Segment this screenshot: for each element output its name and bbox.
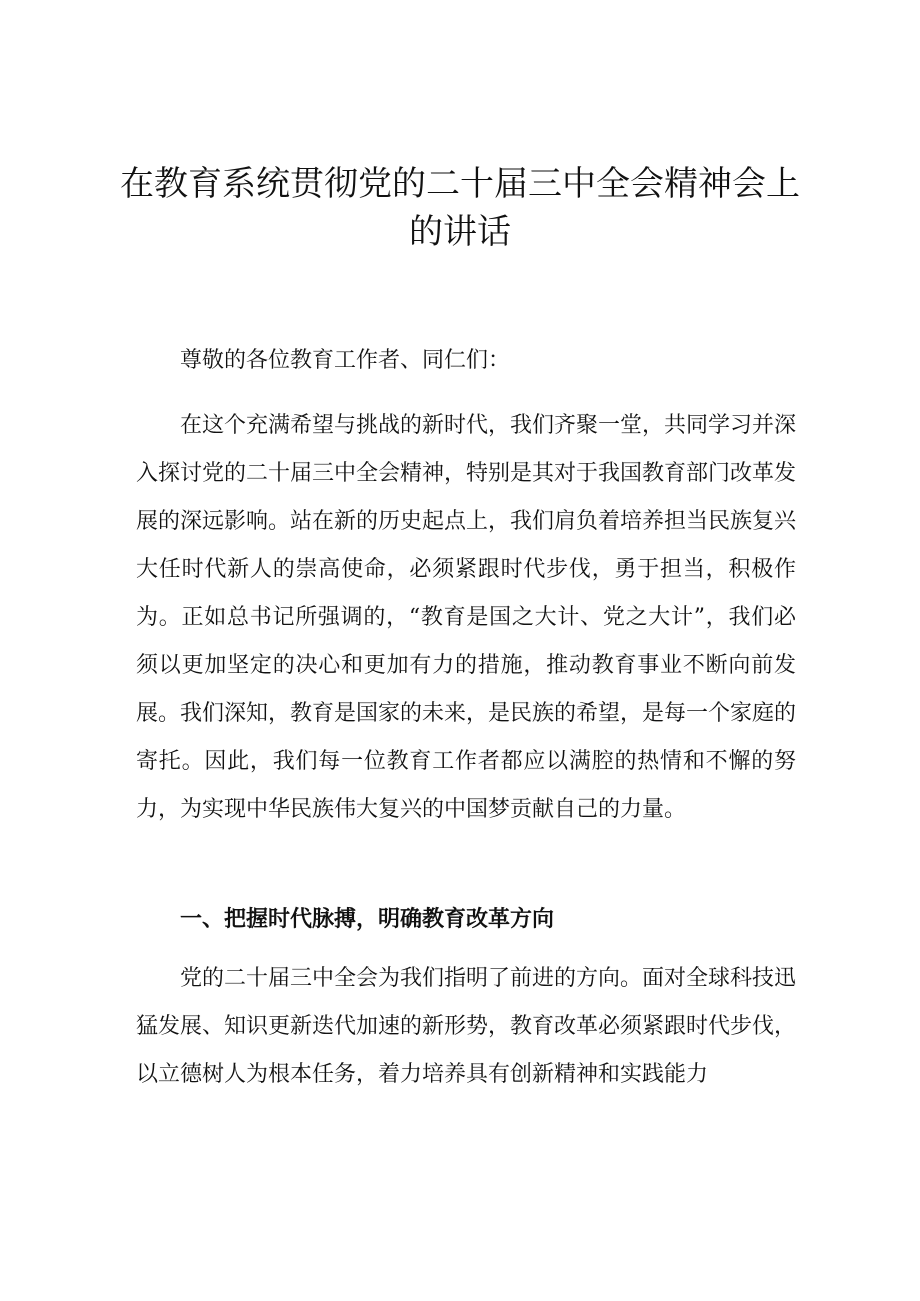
document-title: 在教育系统贯彻党的二十届三中全会精神会上的讲话: [120, 164, 800, 252]
section-heading: 一、把握时代脉搏，明确教育改革方向: [180, 907, 555, 932]
paragraph-section-one: 党的二十届三中全会为我们指明了前进的方向。面对全球科技迅猛发展、知识更新迭代加速的新形势，教育改革必须紧跟时代步伐，以立德树人为根本任务，着力培养具有创新精神和实践能力: [136, 966, 797, 1087]
paragraph-intro: 在这个充满希望与挑战的新时代，我们齐聚一堂，共同学习并深入探讨党的二十届三中全会精神，特别是其对于我国教育部门改革发展的深远影响。站在新的历史起点上，我们肩负着培养担当民族复兴大任时代新人的崇高使命，必须紧跟时代步伐，勇于担当，积极作为。正如总书记所强调的，“教育是国之大计、党之大计”，我们必须以更加坚定的决心和更加有力的措施，推动教育事业不断向前发展。我们深知，教育是国家的未来，是民族的希望，是每一个家庭的寄托。因此，我们每一位教育工作者都应以满腔的热情和不懈的努力，为实现中华民族伟大复兴的中国梦贡献自己的力量。: [136, 413, 797, 822]
salutation: 尊敬的各位教育工作者、同仁们：: [180, 348, 511, 373]
